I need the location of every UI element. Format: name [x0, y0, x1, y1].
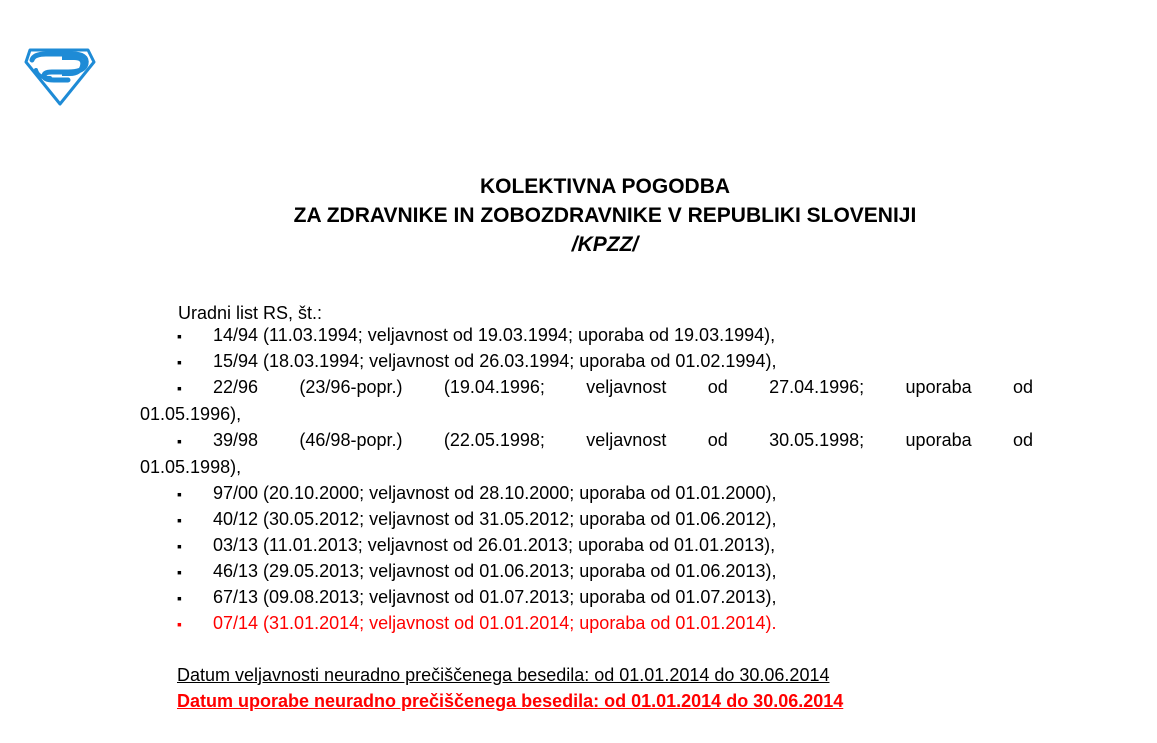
- title-line-2: ZA ZDRAVNIKE IN ZOBOZDRAVNIKE V REPUBLIKI SLOVENIJI: [293, 204, 917, 227]
- list-item-text: 97/00 (20.10.2000; veljavnost od 28.10.2000; uporaba od 01.01.2000),: [213, 483, 777, 503]
- list-item: [140, 584, 1033, 610]
- title-line-1: KOLEKTIVNA POGODBA: [479, 175, 731, 198]
- list-item: [140, 532, 1033, 558]
- usage-date: Datum uporabe neuradno prečiščenega besedila: od 01.01.2014 do 30.06.2014: [177, 691, 844, 711]
- title-abbreviation: /KPZZ/: [571, 233, 639, 256]
- validity-date: Datum veljavnosti neuradno prečiščenega besedila: od 01.01.2014 do 30.06.2014: [177, 665, 830, 685]
- list-item-text: 22/96 (23/96-popr.) (19.04.1996; veljavnost od 27.04.1996; uporaba od: [213, 377, 1033, 397]
- bullet-icon: ▪: [177, 380, 182, 396]
- bullet-icon: ▪: [177, 616, 182, 632]
- list-item: [140, 427, 1033, 454]
- bullet-icon: ▪: [177, 512, 182, 528]
- document-title: [0, 172, 1157, 259]
- bullet-icon: ▪: [177, 433, 182, 449]
- list-item-text: 39/98 (46/98-popr.) (22.05.1998; veljavnost od 30.05.1998; uporaba od: [213, 430, 1033, 450]
- bullet-icon: ▪: [177, 564, 182, 580]
- list-item-continuation: 01.05.1998),: [140, 457, 242, 477]
- list-item-text: 03/13 (11.01.2013; veljavnost od 26.01.2013; uporaba od 01.01.2013),: [213, 535, 776, 555]
- list-item-text: 46/13 (29.05.2013; veljavnost od 01.06.2013; uporaba od 01.06.2013),: [213, 561, 777, 581]
- list-item-text: 15/94 (18.03.1994; veljavnost od 26.03.1994; uporaba od 01.02.1994),: [213, 351, 777, 371]
- list-item-text: 67/13 (09.08.2013; veljavnost od 01.07.2013; uporaba od 01.07.2013),: [213, 587, 777, 607]
- list-item-text: 40/12 (30.05.2012; veljavnost od 31.05.2012; uporaba od 01.06.2012),: [213, 509, 777, 529]
- list-item-latest: [140, 610, 1033, 636]
- list-item: [140, 480, 1033, 506]
- list-item: [140, 558, 1033, 584]
- sd-shield-logo-icon: [22, 48, 96, 106]
- consolidation-dates: [177, 662, 843, 714]
- bullet-icon: ▪: [177, 328, 182, 344]
- list-item: [140, 348, 1033, 374]
- list-item-text: 14/94 (11.03.1994; veljavnost od 19.03.1994; uporaba od 19.03.1994),: [213, 325, 776, 345]
- bullet-icon: ▪: [177, 486, 182, 502]
- gazette-label: Uradni list RS, št.:: [178, 303, 323, 323]
- list-item: [140, 322, 1033, 348]
- list-item: [140, 506, 1033, 532]
- bullet-icon: ▪: [177, 354, 182, 370]
- bullet-icon: ▪: [177, 590, 182, 606]
- bullet-icon: ▪: [177, 538, 182, 554]
- gazette-entry-list: [140, 322, 1033, 636]
- list-item-continuation: 01.05.1996),: [140, 404, 242, 424]
- list-item: [140, 374, 1033, 401]
- list-item-text: 07/14 (31.01.2014; veljavnost od 01.01.2014; uporaba od 01.01.2014).: [213, 613, 777, 633]
